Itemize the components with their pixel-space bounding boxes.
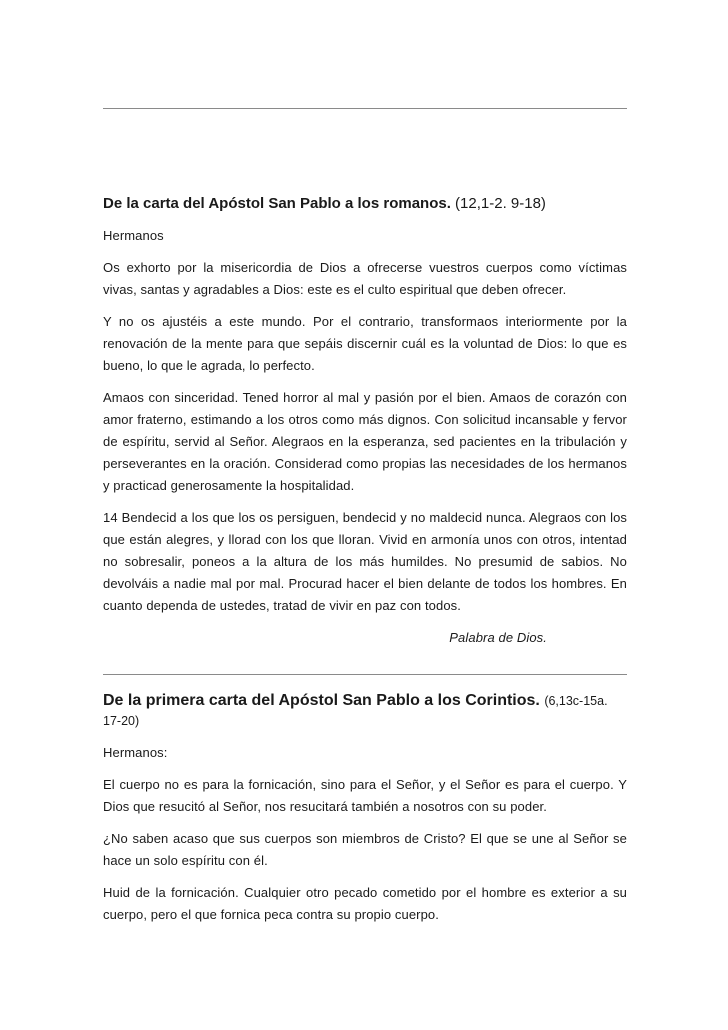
closing-formula: Palabra de Dios. xyxy=(449,630,547,645)
reading-title-text: De la carta del Apóstol San Pablo a los romanos. xyxy=(103,195,451,212)
reading-reference: (12,1-2. 9-18) xyxy=(455,195,546,212)
reading-title xyxy=(103,691,627,731)
paragraph: Amaos con sinceridad. Tened horror al mal y pasión por el bien. Amaos de corazón con amor fraterno, estimando a los otros como más dignos. Con solicitud incansable y fervor de espíritu, servid al Señor. Alegraos en la esperanza, sed pacientes en la tribulación y perseverantes en la oración. Considerad como propias las necesidades de los hermanos y practicad generosamente la hospitalidad. xyxy=(103,390,627,493)
reading-corinthians xyxy=(103,691,627,936)
reading-romans xyxy=(103,194,627,659)
section-divider xyxy=(103,674,627,675)
top-divider xyxy=(103,108,627,109)
paragraph: Y no os ajustéis a este mundo. Por el contrario, transformaos interiormente por la renovación de la mente para que sepáis discernir cuál es la voluntad de Dios: lo que es bueno, lo que le agrada, lo perfecto. xyxy=(103,314,627,373)
paragraph: Huid de la fornicación. Cualquier otro pecado cometido por el hombre es exterior a su cuerpo, pero el que fornica peca contra su propio cuerpo. xyxy=(103,885,627,922)
paragraph: Os exhorto por la misericordia de Dios a ofrecerse vuestros cuerpos como víctimas vivas, santas y agradables a Dios: este es el culto espiritual que deben ofrecer. xyxy=(103,260,627,297)
paragraph: El cuerpo no es para la fornicación, sino para el Señor, y el Señor es para el cuerpo. Y Dios que resucitó al Señor, nos resucitará también a nosotros con su poder. xyxy=(103,777,627,814)
salutation: Hermanos: xyxy=(103,745,168,760)
reading-reference: (6,13c-15a. 17-20) xyxy=(103,694,608,728)
reading-title-text: De la primera carta del Apóstol San Pablo a los Corintios. xyxy=(103,692,540,709)
salutation: Hermanos xyxy=(103,228,164,243)
paragraph: ¿No saben acaso que sus cuerpos son miembros de Cristo? El que se une al Señor se hace un solo espíritu con él. xyxy=(103,831,627,868)
paragraph: 14 Bendecid a los que los os persiguen, bendecid y no maldecid nunca. Alegraos con los que están alegres, y llorad con los que lloran. Vivid en armonía unos con otros, intentad no sobresalir, poneos a la altura de los más humildes. No presumid de sabios. No devolváis a nadie mal por mal. Procurad hacer el bien delante de todos los hombres. En cuanto dependa de ustedes, tratad de vivir en paz con todos. xyxy=(103,510,627,613)
reading-title xyxy=(103,194,627,214)
